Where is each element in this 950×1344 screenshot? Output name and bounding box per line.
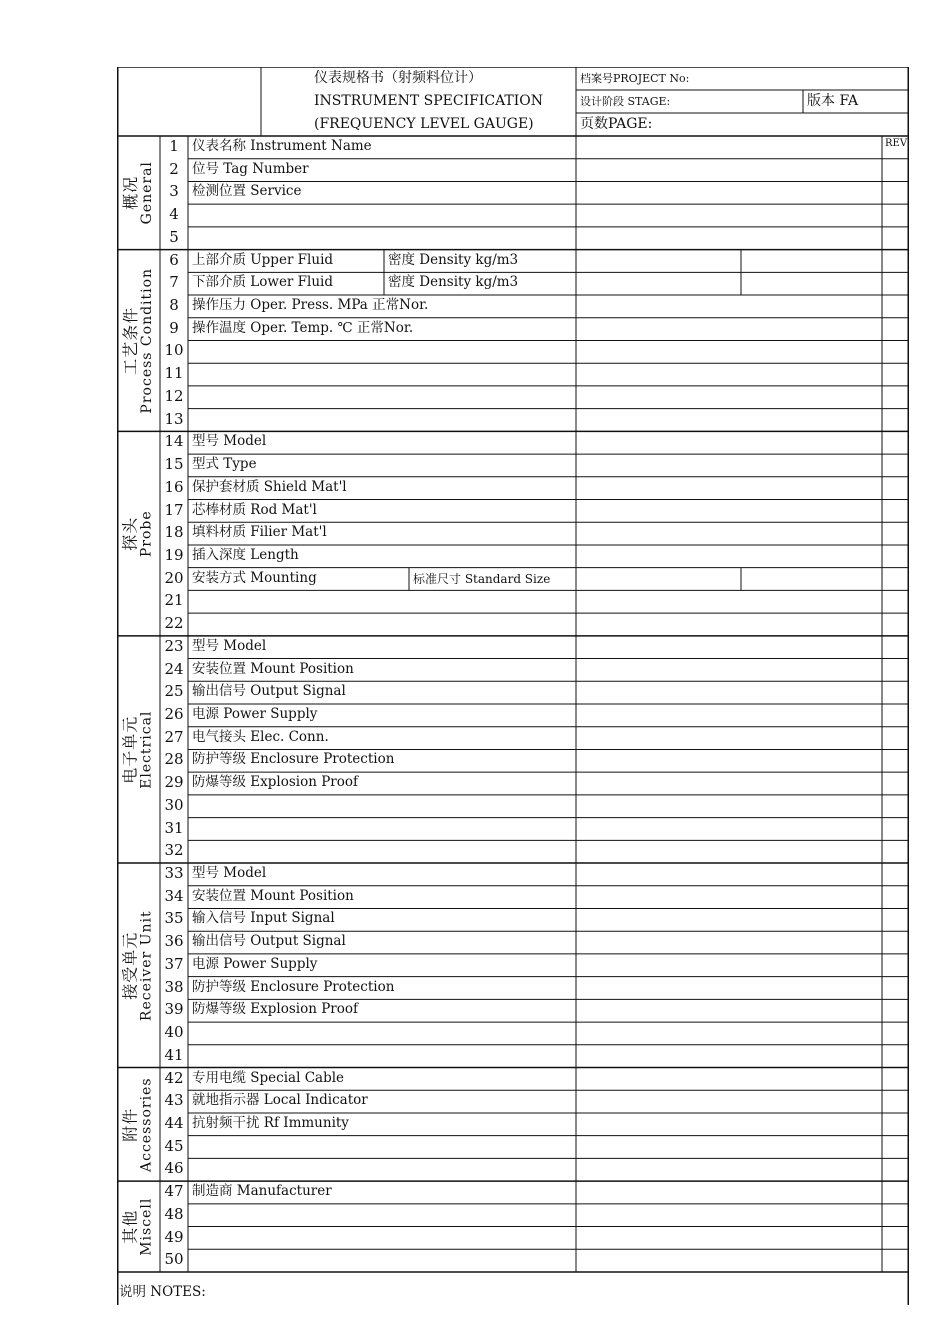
row-label: 型式 Type (192, 456, 257, 473)
row-number: 46 (164, 1159, 184, 1178)
row-number: 22 (164, 614, 184, 633)
row-number: 12 (164, 386, 184, 405)
row-number: 27 (164, 727, 184, 746)
row-label: 型号 Model (192, 865, 267, 882)
page-label: 页数PAGE: (580, 116, 653, 132)
section-label (117, 431, 160, 635)
row-label: 插入深度 Length (192, 546, 299, 563)
row-number: 17 (164, 500, 184, 519)
row-number: 43 (164, 1091, 184, 1110)
row-label: 防爆等级 Explosion Proof (192, 774, 358, 791)
row-label: 操作温度 Oper. Temp. ℃ 正常Nor. (192, 319, 414, 336)
row-number: 36 (164, 932, 184, 951)
row-number: 31 (164, 818, 184, 837)
row-number: 16 (164, 477, 184, 496)
version-label: 版本 FA (807, 93, 859, 109)
notes-label: 说明 NOTES: (119, 1284, 206, 1300)
section-label (117, 863, 160, 1067)
row-number: 6 (169, 250, 179, 269)
row-label: 电源 Power Supply (192, 706, 318, 722)
row-label: 芯棒材质 Rod Mat'l (192, 501, 317, 518)
row-number: 49 (164, 1227, 184, 1246)
row-number: 45 (164, 1136, 184, 1155)
section-label-cn: 工艺条件 (120, 306, 140, 375)
title-en: INSTRUMENT SPECIFICATION (314, 93, 544, 109)
row-label: 防护等级 Enclosure Protection (192, 751, 395, 768)
row-number: 33 (164, 864, 184, 883)
row-label: 电气接头 Elec. Conn. (192, 728, 329, 745)
row-number: 47 (164, 1182, 184, 1201)
row-label: 就地指示器 Local Indicator (192, 1092, 368, 1109)
section-label-en: Probe (138, 510, 155, 557)
section-label-en: Process Condition (138, 267, 155, 414)
row-number: 15 (164, 455, 184, 474)
row-number: 32 (164, 841, 184, 860)
rev-label: REV (885, 138, 908, 149)
row-label: 位号 Tag Number (192, 160, 309, 177)
section-label (117, 1181, 160, 1272)
row-label: 防护等级 Enclosure Protection (192, 978, 395, 995)
section-label-en: Receiver Unit (138, 909, 155, 1021)
section-label (117, 636, 160, 863)
row-label: 操作压力 Oper. Press. MPa 正常Nor. (192, 297, 429, 314)
row-number: 34 (164, 886, 184, 905)
section-label (117, 250, 160, 432)
row-number: 28 (164, 750, 184, 769)
row-label: 输出信号 Output Signal (192, 933, 346, 950)
row-label: 防爆等级 Explosion Proof (192, 1001, 358, 1018)
row-label: 填料材质 Filier Mat'l (192, 524, 327, 541)
section-label-cn: 接受单元 (120, 931, 140, 1000)
row-number: 40 (164, 1023, 184, 1042)
row-label: 专用电缆 Special Cable (192, 1069, 345, 1086)
row-label: 下部介质 Lower Fluid (192, 274, 334, 291)
section-label-en: Miscell (138, 1197, 155, 1256)
section-label-cn: 概况 (120, 175, 140, 210)
row-number: 41 (164, 1045, 184, 1064)
row-number: 10 (164, 341, 184, 360)
row-number: 5 (169, 227, 179, 246)
row-number: 9 (169, 318, 179, 337)
row-number: 19 (164, 545, 184, 564)
section-label (117, 1068, 160, 1182)
row-label: 输出信号 Output Signal (192, 683, 346, 700)
row-number: 24 (164, 659, 184, 678)
row-number: 38 (164, 977, 184, 996)
title-cn: 仪表规格书（射频料位计） (314, 70, 482, 86)
row-number: 7 (169, 273, 179, 292)
row-number: 21 (164, 591, 184, 610)
section-label-cn: 电子单元 (120, 715, 140, 784)
row-label: 检测位置 Service (192, 183, 302, 200)
row-number: 37 (164, 954, 184, 973)
row-number: 1 (169, 137, 179, 155)
row-number: 44 (164, 1113, 184, 1132)
row-label: 输入信号 Input Signal (192, 910, 335, 927)
row-number: 4 (169, 205, 179, 224)
row-number: 11 (164, 364, 184, 383)
row-label: 型号 Model (192, 433, 267, 450)
row-number: 25 (164, 682, 184, 701)
row-number: 29 (164, 773, 184, 792)
section-label-cn: 探头 (120, 516, 140, 551)
row-label: 保护套材质 Shield Mat'l (192, 478, 347, 495)
row-label: 安装方式 Mounting (192, 569, 317, 586)
spec-sheet (117, 67, 909, 1305)
row-number: 39 (164, 1000, 184, 1019)
row-label: 抗射频干扰 Rf Immunity (192, 1114, 349, 1131)
row-number: 48 (164, 1204, 184, 1223)
row-number: 30 (164, 795, 184, 814)
row-number: 14 (164, 432, 184, 451)
row-number: 2 (169, 159, 179, 178)
section-label-cn: 附件 (120, 1107, 140, 1142)
row-number: 35 (164, 909, 184, 928)
row-number: 18 (164, 523, 184, 542)
row-label: 电源 Power Supply (192, 955, 318, 972)
section-label-en: Electrical (138, 710, 155, 789)
section-label-en: General (138, 161, 155, 225)
title-sub: (FREQUENCY LEVEL GAUGE) (314, 116, 534, 132)
row-number: 42 (164, 1068, 184, 1087)
section-label (117, 136, 160, 250)
row-number: 3 (169, 182, 179, 201)
row-label: 上部介质 Upper Fluid (192, 251, 334, 268)
project-no-label: 档案号PROJECT No: (580, 72, 690, 85)
row-label: 安装位置 Mount Position (192, 887, 354, 904)
row-label: 安装位置 Mount Position (192, 660, 354, 677)
stage-label: 设计阶段 STAGE: (580, 95, 671, 108)
row-label: 制造商 Manufacturer (192, 1183, 332, 1200)
row-number: 20 (164, 568, 184, 587)
row-number: 26 (164, 705, 184, 723)
row-number: 13 (164, 409, 184, 428)
row-label: 仪表名称 Instrument Name (192, 138, 372, 154)
row-label: 型号 Model (192, 637, 267, 654)
row-sub-label: 密度 Density kg/m3 (388, 274, 519, 291)
section-label-en: Accessories (138, 1077, 155, 1172)
section-label-cn: 其他 (120, 1209, 140, 1244)
row-number: 50 (164, 1250, 184, 1269)
row-sub-label: 密度 Density kg/m3 (388, 251, 519, 268)
row-sub-label: 标准尺寸 Standard Size (413, 571, 551, 586)
row-number: 23 (164, 636, 184, 655)
row-number: 8 (169, 296, 179, 315)
